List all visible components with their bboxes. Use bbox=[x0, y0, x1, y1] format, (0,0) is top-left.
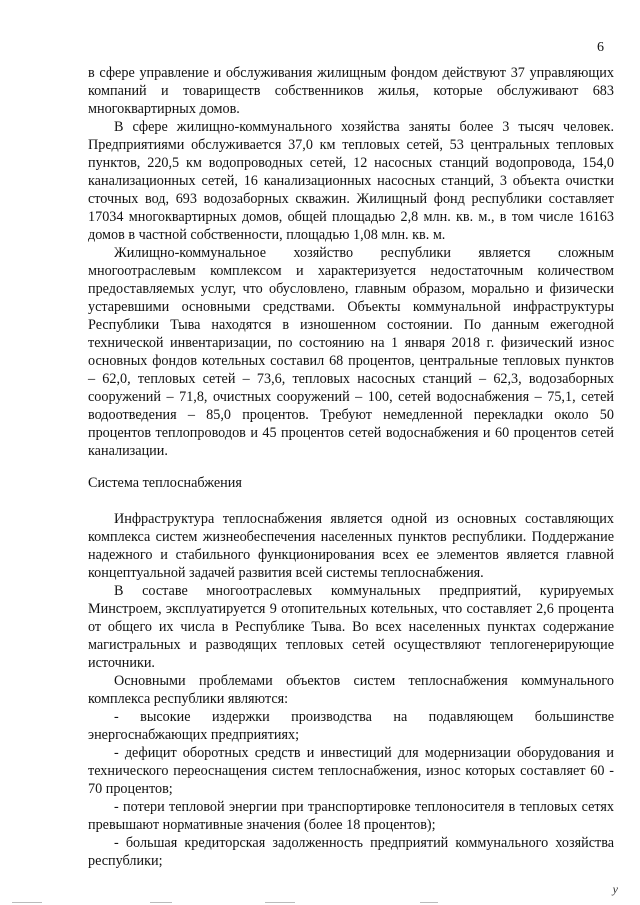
scan-line bbox=[265, 902, 295, 903]
scan-line bbox=[12, 902, 42, 903]
paragraph-employment: В сфере жилищно-коммунального хозяйства заняты более 3 тысяч человек. Предприятиями обслуживается 37,0 км тепловых сетей, 53 центральных тепловых пунктов, 220,5 км водопроводных сетей, 12 насосных станций водопровода, 154,0 канализационных сетей, 16 канализационных насосных станций, 3 объекта очистки сточных вод, 693 водозаборных скважин. Жилищный фонд республики составляет 17034 многоквартирных домов, общей площадью 2,8 млн. кв. м., в том числе 16163 домов в частной собственности, площадью 1,08 млн. кв. м. bbox=[88, 119, 614, 243]
list-item: - дефицит оборотных средств и инвестиций для модернизации оборудования и технического переоснащения систем теплоснабжения, износ которых составляет 60 - 70 процентов; bbox=[88, 745, 614, 797]
handwritten-mark: у bbox=[612, 882, 618, 896]
scan-line bbox=[420, 902, 438, 903]
scan-line bbox=[150, 902, 172, 903]
list-item: - большая кредиторская задолженность предприятий коммунального хозяйства республики; bbox=[88, 835, 614, 869]
scan-artifacts bbox=[0, 899, 640, 905]
list-item: - высокие издержки производства на подавляющем большинстве энергоснабжающих предприятиях; bbox=[88, 709, 614, 743]
paragraph-boiler-houses: В составе многоотраслевых коммунальных предприятий, курируемых Минстроем, эксплуатируется 9 отопительных котельных, что составляет 2,6 процента от общего их числа в Республике Тыва. Во всех населенных пунктах содержание магистральных и разводящих тепловых сетей осуществляют теплогенерирующие источники. bbox=[88, 583, 614, 671]
paragraph-problems-intro: Основными проблемами объектов систем теплоснабжения коммунального комплекса республики являются: bbox=[88, 673, 614, 707]
page-number: 6 bbox=[597, 40, 604, 55]
paragraph-continuation: в сфере управление и обслуживания жилищным фондом действуют 37 управляющих компаний и товариществ собственников жилья, которые обслуживают 683 многоквартирных домов. bbox=[88, 65, 614, 117]
document-body bbox=[88, 64, 614, 870]
section-heading: Система теплоснабжения bbox=[88, 475, 242, 491]
list-item: - потери тепловой энергии при транспортировке теплоносителя в тепловых сетях превышают нормативные значения (более 18 процентов); bbox=[88, 799, 614, 833]
paragraph-heat-infrastructure: Инфраструктура теплоснабжения является одной из основных составляющих комплекса систем жизнеобеспечения населенных пунктов республики. Поддержание надежного и стабильного функционирования всех ее элементов является главной концептуальной задачей развития всей системы теплоснабжения. bbox=[88, 511, 614, 581]
paragraph-infrastructure-wear: Жилищно-коммунальное хозяйство республики является сложным многоотраслевым комплексом и характеризуется недостаточным количеством предоставляемых услуг, что обусловлено, главным образом, морально и физически устаревшими основными средствами. Объекты коммунальной инфраструктуры Республики Тыва находятся в изношенном состоянии. По данным ежегодной технической инвентаризации, по состоянию на 1 января 2018 г. физический износ основных фондов котельных составил 68 процентов, центральные тепловых пунктов – 62,0, тепловых сетей – 73,6, тепловых насосных станций – 62,3, водозаборных сооружений – 71,8, очистных сооружений – 100, сетей водоснабжения – 75,1, сетей водоотведения – 85,0 процентов. Требуют немедленной перекладки около 50 процентов теплопроводов и 45 процентов сетей водоснабжения и 60 процентов сетей канализации. bbox=[88, 245, 614, 459]
